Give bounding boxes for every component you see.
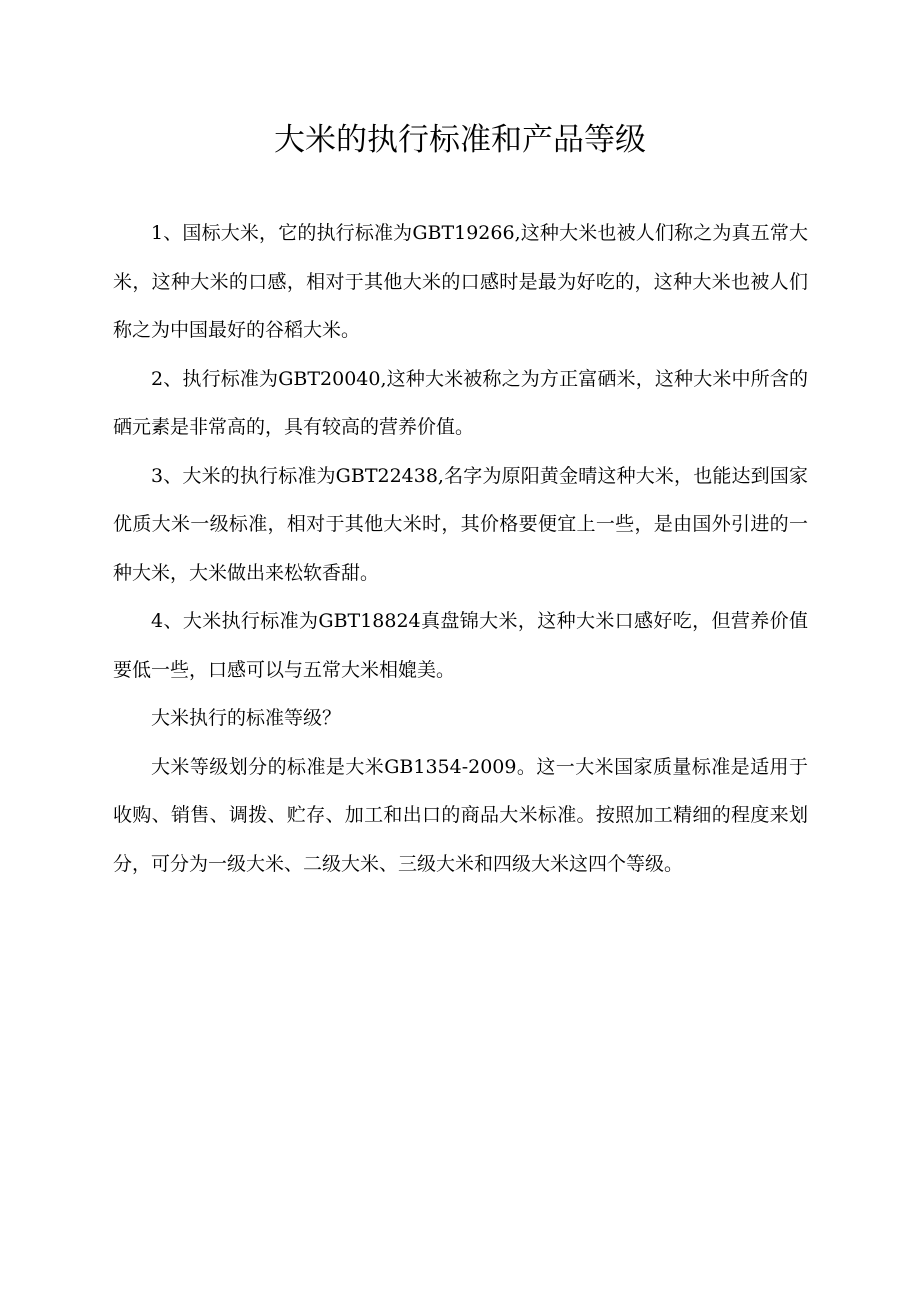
paragraph-standard-3: 3、大米的执行标准为GBT22438,名字为原阳黄金晴这种大米，也能达到国家优质大米一级标准，相对于其他大米时，其价格要便宜上一些，是由国外引进的一种大米，大米做出来松软香甜。 bbox=[113, 464, 808, 584]
document-title: 大米的执行标准和产品等级 bbox=[274, 122, 646, 158]
document-body bbox=[113, 209, 808, 888]
paragraph-standard-2: 2、执行标准为GBT20040,这种大米被称之为方正富硒米，这种大米中所含的硒元素是非常高的，具有较高的营养价值。 bbox=[113, 367, 808, 438]
paragraph-standard-1: 1、国标大米，它的执行标准为GBT19266,这种大米也被人们称之为真五常大米，这种大米的口感，相对于其他大米的口感时是最为好吃的，这种大米也被人们称之为中国最好的谷稻大米。 bbox=[113, 222, 808, 341]
paragraph-grade-question: 大米执行的标准等级？ bbox=[151, 707, 342, 729]
paragraph-grade-answer: 大米等级划分的标准是大米GB1354-2009。这一大米国家质量标准是适用于收购、销售、调拨、贮存、加工和出口的商品大米标准。按照加工精细的程度来划分，可分为一级大米、二级大米、三级大米和四级大米这四个等级。 bbox=[113, 755, 808, 875]
paragraph-standard-4: 4、大米执行标准为GBT18824真盘锦大米，这种大米口感好吃，但营养价值要低一些，口感可以与五常大米相媲美。 bbox=[113, 610, 808, 681]
